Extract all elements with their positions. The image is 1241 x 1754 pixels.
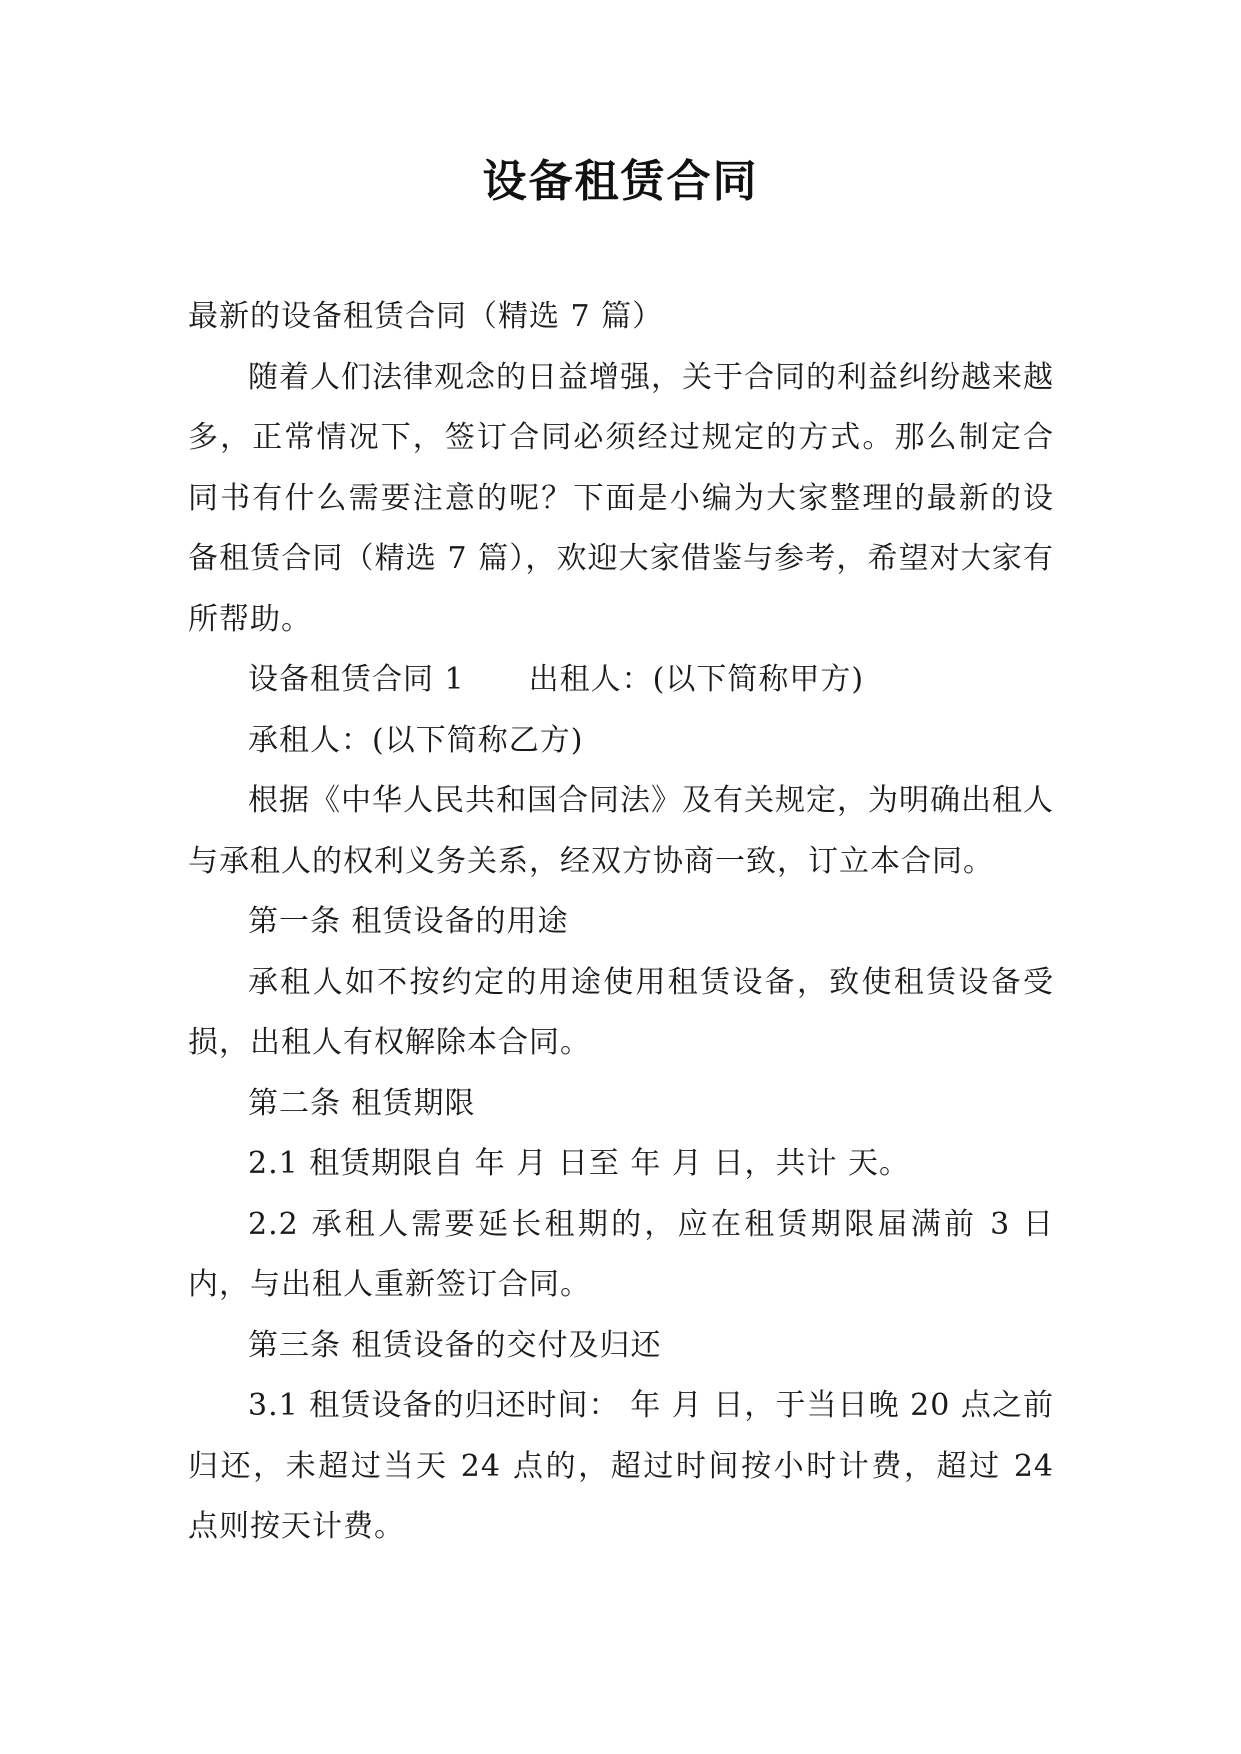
contract-heading: 设备租赁合同 1 (248, 662, 465, 697)
article-2-2: 2.2 承租人需要延长租期的，应在租赁期限届满前 3 日内，与出租人重新签订合同。 (188, 1206, 1054, 1302)
article-3-title: 第三条 租赁设备的交付及归还 (248, 1327, 662, 1363)
lessor-line: 出租人：(以下简称甲方) (528, 662, 865, 697)
article-2-1: 2.1 租赁期限自 年 月 日至 年 月 日，共计 天。 (248, 1146, 910, 1181)
article-3-1: 3.1 租赁设备的归还时间： 年 月 日，于当日晚 20 点之前归还，未超过当天 24 点的，超过时间按小时计费，超过 24 点则按天计费。 (188, 1388, 1054, 1544)
lessee-line: 承租人：(以下简称乙方) (248, 722, 584, 758)
contract-header-line (188, 650, 1054, 711)
document-subtitle: 最新的设备租赁合同（精选 7 篇） (188, 299, 664, 334)
document-body (188, 287, 1054, 1558)
document-title: 设备租赁合同 (482, 156, 759, 207)
article-1-title: 第一条 租赁设备的用途 (248, 904, 569, 939)
article-2-title: 第二条 租赁期限 (248, 1085, 476, 1121)
article-1-text: 承租人如不按约定的用途使用租赁设备，致使租赁设备受损，出租人有权解除本合同。 (188, 964, 1054, 1060)
intro-paragraph: 随着人们法律观念的日益增强，关于合同的利益纠纷越来越多，正常情况下，签订合同必须经过规定的方式。那么制定合同书有什么需要注意的呢？下面是小编为大家整理的最新的设备租赁合同（精选 7 篇），欢迎大家借鉴与参考，希望对大家有所帮助。 (188, 359, 1054, 637)
preamble-paragraph: 根据《中华人民共和国合同法》及有关规定，为明确出租人与承租人的权利义务关系，经双方协商一致，订立本合同。 (188, 783, 1054, 879)
